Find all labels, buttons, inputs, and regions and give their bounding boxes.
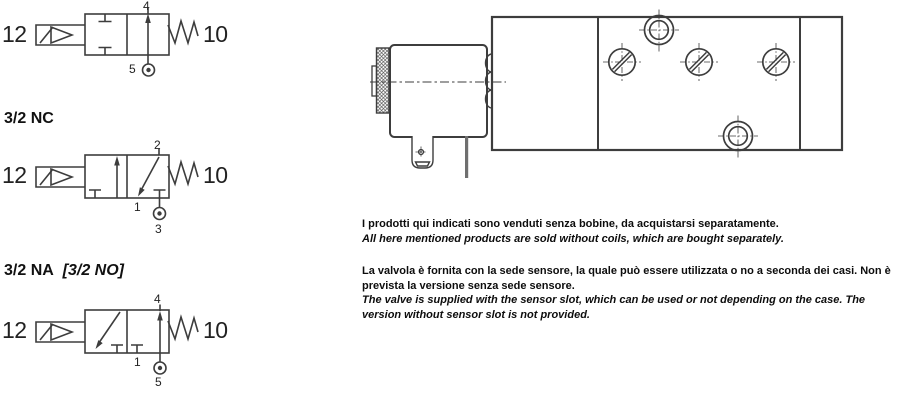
knurled-nut-icon xyxy=(377,48,390,113)
valve-body xyxy=(85,14,169,55)
spring-icon xyxy=(168,21,198,43)
note-coils-italian: I prodotti qui indicati sono venduti senza bobine, da acquistarsi separatamente. xyxy=(362,218,779,230)
spring-label-10: 10 xyxy=(203,21,228,47)
section-title-nc xyxy=(4,110,54,127)
spring-icon xyxy=(168,317,198,339)
solenoid-icon xyxy=(36,322,85,342)
valve-symbol-top xyxy=(36,8,198,76)
port-label-1: 1 xyxy=(134,355,141,369)
pilot-label-12: 12 xyxy=(2,162,27,188)
coil-assembly xyxy=(372,45,487,178)
pilot-label-12: 12 xyxy=(2,21,27,47)
flow-arrow xyxy=(145,8,151,55)
section-title-na-text: 3/2 NA xyxy=(4,262,54,279)
note-coils xyxy=(362,217,906,246)
section-title-nc-text: 3/2 NC xyxy=(4,110,54,127)
din-connector-icon xyxy=(412,136,433,168)
valve-technical-drawing-svg xyxy=(360,6,906,196)
valve-body-outline xyxy=(492,17,842,150)
exhaust-port-icon xyxy=(143,55,155,76)
note-sensor-slot xyxy=(362,264,906,322)
port-label-5: 5 xyxy=(129,62,136,76)
port-label-3: 3 xyxy=(155,222,162,236)
spring-label-10: 10 xyxy=(203,317,228,343)
solenoid-icon xyxy=(36,167,85,187)
port-label-4: 4 xyxy=(154,292,161,306)
valve-symbol-na xyxy=(36,305,198,375)
section-title-na xyxy=(4,262,124,279)
flow-arrow xyxy=(114,156,120,198)
flow-arrow-diagonal xyxy=(96,312,121,349)
spring-icon xyxy=(168,162,198,184)
port-label-2: 2 xyxy=(154,138,161,152)
pilot-label-12: 12 xyxy=(2,317,27,343)
port-label-4: 4 xyxy=(143,0,150,13)
exhaust-port-icon xyxy=(154,198,166,220)
port-label-5: 5 xyxy=(155,375,162,389)
note-sensor-slot-english: The valve is supplied with the sensor slot, which can be used or not depending on the case. The version without sensor slot is not provided. xyxy=(362,294,866,321)
blocked-port-icon xyxy=(99,14,112,55)
solenoid-icon xyxy=(36,25,85,45)
exhaust-port-icon xyxy=(154,353,166,374)
port-label-1: 1 xyxy=(134,200,141,214)
note-coils-english: All here mentioned products are sold without coils, which are bought separately. xyxy=(362,232,784,245)
flow-arrow xyxy=(157,305,163,354)
valve-symbol-nc xyxy=(36,149,198,220)
section-title-na-alt: [3/2 NO] xyxy=(62,262,124,279)
coil-body xyxy=(390,45,487,137)
connector-pin xyxy=(465,136,468,178)
note-sensor-slot-italian: La valvola è fornita con la sede sensore, la quale può essere utilizzata o no a seconda dei casi. Non è prevista la versione senza sede sensore. xyxy=(362,265,891,292)
spring-label-10: 10 xyxy=(203,162,228,188)
